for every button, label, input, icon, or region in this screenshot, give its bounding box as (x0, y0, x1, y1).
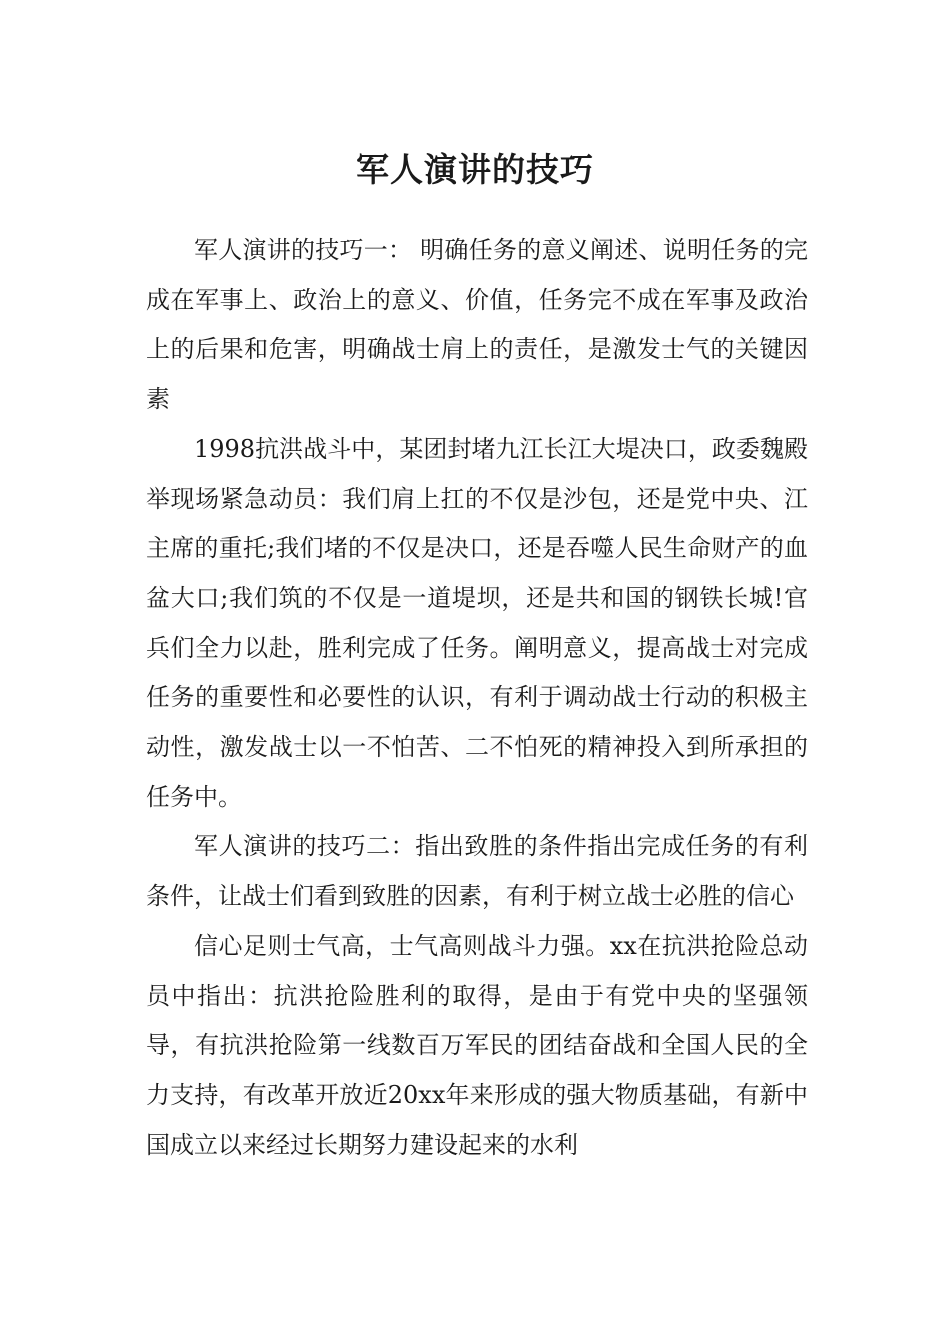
paragraph-confidence: 信心足则士气高，士气高则战斗力强。xx在抗洪抢险总动员中指出：抗洪抢险胜利的取得，是由于有党中央的坚强领导，有抗洪抢险第一线数百万军民的团结奋战和全国人民的全力支持，有改革开放近20xx年来形成的强大物质基础，有新中国成立以来经过长期努力建设起来的水利 (146, 931, 808, 1159)
paragraph-tip-two: 军人演讲的技巧二：指出致胜的条件指出完成任务的有利条件，让战士们看到致胜的因素，有利于树立战士必胜的信心 (146, 832, 808, 911)
paragraph-tip-one: 军人演讲的技巧一： 明确任务的意义阐述、说明任务的完成在军事上、政治上的意义、价值，任务完不成在军事及政治上的后果和危害，明确战士肩上的责任，是激发士气的关键因素 (146, 236, 808, 414)
page-title: 军人演讲的技巧 (356, 150, 594, 190)
document-body (146, 226, 808, 1170)
paragraph-flood-example: 1998抗洪战斗中，某团封堵九江长江大堤决口，政委魏殿举现场紧急动员：我们肩上扛的不仅是沙包，还是党中央、江主席的重托;我们堵的不仅是决口，还是吞噬人民生命财产的血盆大口;我们筑的不仅是一道堤坝，还是共和国的钢铁长城!官兵们全力以赴，胜利完成了任务。阐明意义，提高战士对完成任务的重要性和必要性的认识，有利于调动战士行动的积极主动性，激发战士以一不怕苦、二不怕死的精神投入到所承担的任务中。 (146, 434, 808, 811)
